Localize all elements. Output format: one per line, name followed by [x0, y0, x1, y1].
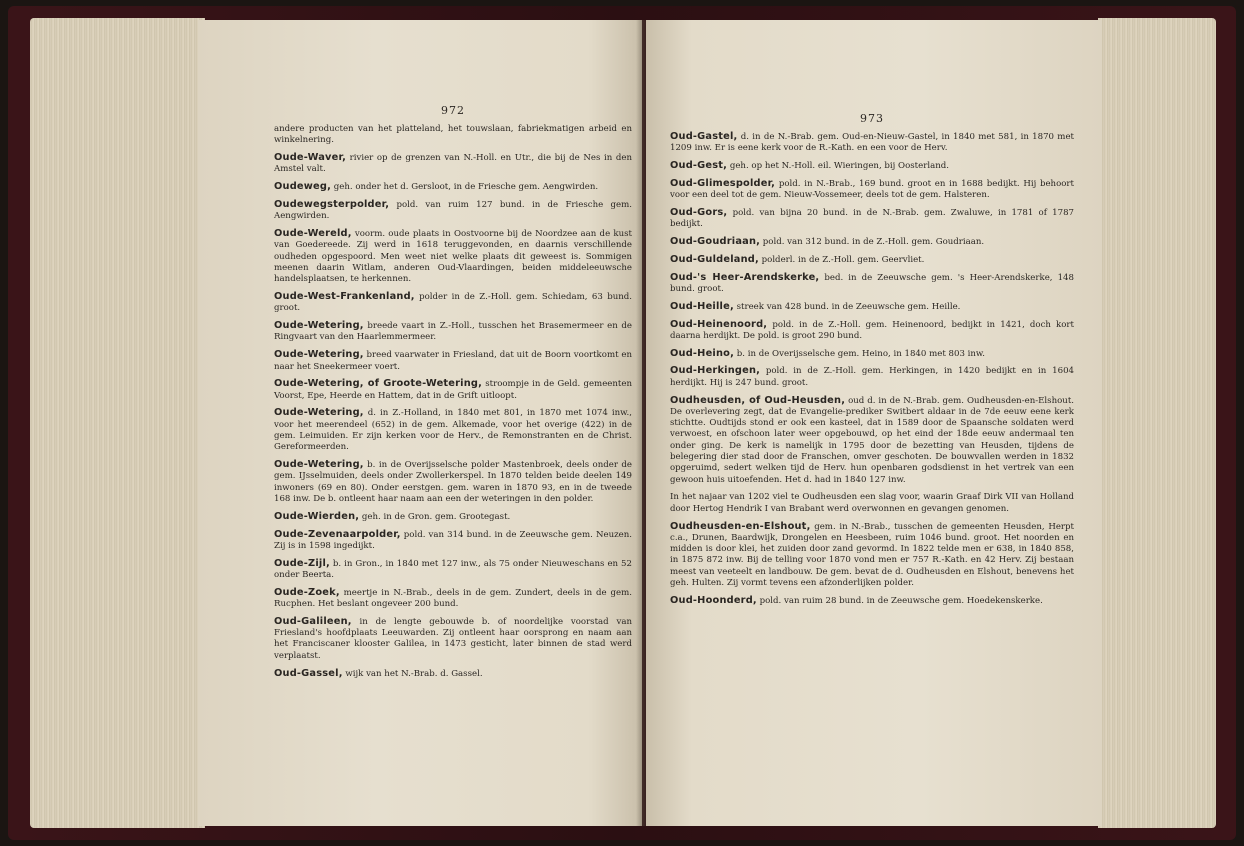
dictionary-entry	[274, 320, 632, 344]
entry-text: pold. in N.-Brab., 169 bund. groot en in 1688 bedijkt. Hij behoort voor een deel tot de gem. Nieuw-Vossemeer, deels tot de gem. Halsteren.	[670, 178, 1074, 201]
entry-text: polderl. in de Z.-Holl. gem. Geervliet.	[758, 254, 925, 265]
dictionary-entry	[670, 491, 1074, 515]
entry-text: geh. op het N.-Holl. eil. Wieringen, bij Oosterland.	[727, 161, 949, 172]
entry-text: pold. van ruim 127 bund. in de Friesche gem. Aengwirden.	[274, 199, 632, 222]
entry-text: pold. in de Z.-Holl. gem. Heinenoord, bedijkt in 1421, doch kort daarna herdijkt. De pold. is groot 290 bund.	[670, 319, 1074, 341]
entry-text: polder in de Z.-Holl. gem. Schiedam, 63 bund. groot.	[274, 292, 632, 314]
right-page	[646, 20, 1102, 826]
dictionary-entry	[274, 291, 632, 315]
entry-headword: Oude-Wetering,	[274, 407, 364, 419]
dictionary-entry	[670, 160, 1074, 172]
entry-text: breed vaarwater in Friesland, dat uit de Boorn voortkomt en naar het Sneekermeer voert.	[274, 350, 632, 372]
entry-text: In het najaar van 1202 viel te Oudheusden een slag voor, waarin Graaf Dirk VII van Holland door Hertog Hendrik I van Brabant werd overwonnen en gevangen genomen.	[670, 492, 1074, 514]
entry-headword: Oudheusden, of Oud-Heusden,	[670, 394, 846, 406]
dictionary-entry	[670, 131, 1074, 155]
entry-text: b. in de Overijsselsche polder Mastenbroek, deels onder de gem. IJsselmuiden, deels onder Zwollerkerspel. In 1870 telden beide deelen 149 inwoners (69 en 80). Onder eerstgen. gem. waren in 1870 93, en in de tweede 168 inw. De b. ontleent haar naam aan een der weteringen in den polder.	[274, 460, 632, 505]
entry-headword: Oude-Waver,	[274, 152, 346, 164]
entry-text: wijk van het N.-Brab. d. Gassel.	[342, 668, 483, 679]
entry-text: voorm. oude plaats in Oostvoorne bij de Noordzee aan de kust van Goedereede. Zij werd in 1618 teruggevonden, en daarnis verschillende oudheden opgespoord. Men weet niet welke plaats dit geweest is. Sommigen meenen daarin Witlam, anderen Oud-Vlaardingen, beiden middeleeuwsche handelsplaatsen, te herkennen.	[274, 229, 632, 285]
dictionary-entry	[670, 301, 1074, 313]
dictionary-entry	[670, 521, 1074, 590]
entry-headword: Oud-Heille,	[670, 300, 734, 312]
dictionary-entry	[274, 511, 632, 523]
entry-headword: Oude-West-Frankenland,	[274, 291, 415, 303]
entry-text: geh. onder het d. Gersloot, in de Friesche gem. Aengwirden.	[331, 182, 599, 193]
dictionary-entry	[274, 459, 632, 505]
entry-text: b. in Gron., in 1840 met 127 inw., als 75 onder Nieuweschans en 52 onder Beerta.	[274, 558, 632, 580]
entry-headword: Oudeweg,	[274, 181, 331, 193]
dictionary-entry	[274, 587, 632, 611]
dictionary-entry	[274, 378, 632, 402]
entry-text: pold. van bijna 20 bund. in de N.-Brab. gem. Zwaluwe, in 1781 of 1787 bedijkt.	[670, 207, 1074, 230]
entry-headword: Oud-Herkingen,	[670, 365, 761, 377]
dictionary-entry	[670, 395, 1074, 486]
dictionary-entry	[274, 349, 632, 373]
entry-text: pold. van ruim 28 bund. in de Zeeuwsche gem. Hoedekenskerke.	[756, 595, 1043, 606]
entry-text: bed. in de Zeeuwsche gem. 's Heer-Arendskerke, 148 bund. groot.	[670, 272, 1074, 294]
dictionary-entry	[670, 254, 1074, 266]
dictionary-entry	[670, 272, 1074, 296]
entry-headword: Oude-Zijl,	[274, 557, 330, 569]
entry-headword: Oud-Heino,	[670, 347, 735, 359]
entry-text: pold. van 312 bund. in de Z.-Holl. gem. Goudriaan.	[760, 237, 985, 248]
entry-text: pold. van 314 bund. in de Zeeuwsche gem. Neuzen. Zij is in 1598 ingedijkt.	[274, 529, 632, 551]
dictionary-entry	[670, 236, 1074, 248]
entry-text: d. in Z.-Holland, in 1840 met 801, in 1870 met 1074 inw., voor het meerendeel (652) in de gem. Alkemade, voor het overige (422) in de gem. Leimuiden. Er zijn kerken voor de Herv., de Remonstranten en de Christ. Gereformeerden.	[274, 408, 632, 453]
entry-headword: Oude-Zoek,	[274, 586, 340, 598]
dictionary-entry	[274, 558, 632, 582]
entry-text: geh. in de Gron. gem. Grootegast.	[359, 511, 511, 522]
dictionary-entry	[670, 178, 1074, 202]
entry-text: gem. in N.-Brab., tusschen de gemeenten Heusden, Herpt c.a., Drunen, Baardwijk, Drongelen en Heesbeen, ruim 1046 bund. groot. Het noorden en midden is door klei, het zuiden door zand gevormd. In 1822 telde men er 638, in 1840 858, in 1875 872 inw. Bij de telling voor 1870 vond men er 757 R.-Kath. en 42 Herv. Zij bestaan meest van veeteelt en landbouw. De gem. bevat de d. Oudheusden en Elshout, benevens het geh. Hulten. Zij vormt tevens een afzonderlijken polder.	[670, 521, 1074, 588]
dictionary-entry	[274, 407, 632, 453]
entry-headword: Oud-'s Heer-Arendskerke,	[670, 271, 820, 283]
entry-headword: Oud-Goudriaan,	[670, 236, 761, 248]
entry-text: meertje in N.-Brab., deels in de gem. Zundert, deels in de gem. Rucphen. Het beslant ongeveer 200 bund.	[274, 587, 632, 610]
entry-headword: Oud-Gors,	[670, 206, 728, 218]
entry-text: rivier op de grenzen van N.-Holl. en Utr., die bij de Nes in den Amstel valt.	[274, 153, 632, 175]
entry-list	[274, 123, 632, 680]
dictionary-entry	[670, 319, 1074, 343]
entry-headword: Oudheusden-en-Elshout,	[670, 520, 811, 532]
dictionary-entry	[670, 207, 1074, 231]
entry-text: andere producten van het platteland, het touwslaan, fabriekmatigen arbeid en winkelnering.	[274, 124, 632, 146]
entry-headword: Oud-Gest,	[670, 160, 728, 172]
dictionary-entry	[274, 199, 632, 223]
entry-headword: Oud-Galileen,	[274, 615, 352, 627]
dictionary-entry	[274, 668, 632, 680]
dictionary-entry	[274, 123, 632, 147]
dictionary-entry	[274, 152, 632, 176]
page-number: 972	[441, 104, 465, 117]
entry-text: pold. in de Z.-Holl. gem. Herkingen, in 1420 bedijkt en in 1604 herdijkt. Hij is 247 bund. groot.	[670, 366, 1074, 388]
entry-headword: Oud-Gastel,	[670, 131, 738, 142]
entry-text: oud d. in de N.-Brab. gem. Oudheusden-en-Elshout. De overlevering zegt, dat de Evangelie-prediker Switbert aldaar in de 7de eeuw eene kerk stichtte. Oudtijds stond er ook een kasteel, dat in 1589 door de Spaansche soldaten werd verwoest, en ofschoon later weer opgebouwd, op het eind der 18de eeuw andermaal ten onder ging. De kerk is namelijk in 1795 door de bezetting van Heusden, tijdens de belegering dier stad door de Franschen, omver geschoten. De bouwvallen werden in 1832 opgeruimd, sedert welken tijd de Herv. hun openbaren godsdienst in het vertrek van een gewoon huis uitoefenden. Het d. had in 1840 127 inw.	[670, 395, 1075, 485]
entry-list	[670, 131, 1074, 607]
entry-headword: Oude-Wierden,	[274, 510, 360, 522]
entry-text: d. in de N.-Brab. gem. Oud-en-Nieuw-Gastel, in 1840 met 581, in 1870 met 1209 inw. Er is eene kerk voor de R.-Kath. en een voor de Herv.	[670, 132, 1074, 154]
entry-headword: Oude-Wetering,	[274, 349, 364, 361]
entry-headword: Oude-Wereld,	[274, 228, 352, 240]
entry-headword: Oude-Wetering,	[274, 320, 364, 332]
entry-headword: Oud-Hoonderd,	[670, 594, 757, 606]
entry-headword: Oudewegsterpolder,	[274, 198, 390, 210]
entry-text: b. in de Overijsselsche gem. Heino, in 1840 met 803 inw.	[734, 348, 986, 359]
entry-text: breede vaart in Z.-Holl., tusschen het Brasemermeer en de Ringvaart van den Haarlemmermeer.	[274, 321, 632, 343]
dictionary-entry	[670, 348, 1074, 360]
entry-text: streek van 428 bund. in de Zeeuwsche gem. Heille.	[733, 301, 961, 312]
entry-text: in de lengte gebouwde b. of noordelijke voorstad van Friesland's hoofdplaats Leeuwarden. Zij ontleent haar oorsprong en naam aan het Franciscaner klooster Galilea, in 1473 gesticht, later binnen de stad werd verplaatst.	[274, 616, 632, 661]
entry-headword: Oud-Heinenoord,	[670, 318, 768, 330]
dictionary-entry	[670, 365, 1074, 389]
dictionary-entry	[274, 228, 632, 285]
dictionary-entry	[274, 181, 632, 193]
left-page	[198, 20, 642, 826]
entry-headword: Oude-Zevenaarpolder,	[274, 528, 401, 540]
entry-headword: Oude-Wetering, of Groote-Wetering,	[274, 378, 483, 390]
page-edges-left	[30, 18, 205, 828]
dictionary-entry	[274, 529, 632, 553]
entry-headword: Oud-Glimespolder,	[670, 177, 776, 189]
page-edges-right	[1098, 18, 1216, 828]
dictionary-entry	[670, 595, 1074, 607]
entry-headword: Oude-Wetering,	[274, 459, 364, 471]
entry-headword: Oud-Gassel,	[274, 667, 343, 679]
dictionary-entry	[274, 616, 632, 662]
entry-text: stroompje in de Geld. gemeenten Voorst, Epe, Heerde en Hattem, dat in de Grift uitloopt.	[274, 379, 632, 401]
entry-headword: Oud-Guldeland,	[670, 253, 759, 265]
page-number: 973	[860, 112, 884, 125]
